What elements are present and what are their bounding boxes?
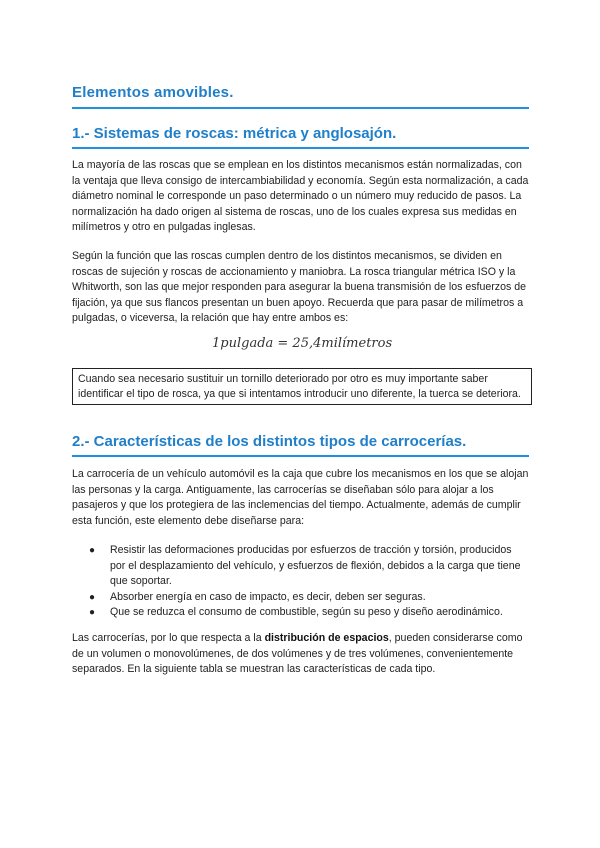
- section2-paragraph-1: La carrocería de un vehículo automóvil es la caja que cubre los mecanismos en los que se alojan las personas y la carga. Antiguamente, las carrocerías se diseñaban sólo para alojar a los pasajeros y que los protegiera de las inclemencias del tiempo. Actualmente, además de cumplir esta función, este elemento debe diseñarse para:: [72, 468, 529, 527]
- list-item: [72, 605, 529, 621]
- title-rule: [72, 107, 529, 109]
- paragraph-text-start: Las carrocerías, por lo que respecta a la: [72, 632, 265, 644]
- document-title: Elementos amovibles.: [72, 84, 234, 101]
- section2-heading: 2.- Características de los distintos tipos de carrocerías.: [72, 433, 467, 450]
- section2-paragraph-2: [72, 631, 529, 678]
- list-item: [72, 543, 529, 590]
- list-item-text: Resistir las deformaciones producidas por esfuerzos de tracción y torsión, producidos por el desplazamiento del vehículo, y esfuerzos de flexión, debidos a la carga que tiene que soportar.: [110, 544, 521, 588]
- requirements-list: [72, 543, 529, 621]
- section1-paragraph-2: Según la función que las roscas cumplen dentro de los distintos mecanismos, se dividen en roscas de sujeción y roscas de accionamiento y maniobra. La rosca triangular métrica ISO y la Whitworth, son las que mejor responden para asegurar la buena transmisión de los esfuerzos de fijación, ya que sus flancos presentan un buen apoyo. Recuerda que para pasar de milímetros a pulgadas, o viceversa, la relación que hay entre ambos es:: [72, 250, 527, 325]
- conversion-formula: 1pulgada = 25,4milímetros: [212, 336, 393, 351]
- list-item-text: Que se reduzca el consumo de combustible, según su peso y diseño aerodinámico.: [110, 606, 503, 619]
- section2-rule: [72, 455, 529, 457]
- section1-heading: 1.- Sistemas de roscas: métrica y anglosajón.: [72, 125, 397, 142]
- list-item: [72, 590, 529, 606]
- bullet-icon: ●: [89, 591, 96, 603]
- section1-paragraph-1: La mayoría de las roscas que se emplean en los distintos mecanismos están normalizadas, con la ventaja que lleva consigo de intercambiabilidad y economía. Según esta normalización, a cada diámetro nominal le corresponde un paso determinado o un número muy reducido de pasos. La normalización ha dado origen al sistema de roscas, uno de los cuales expresa sus medidas en milímetros y otro en pulgadas inglesas.: [72, 159, 529, 234]
- bullet-icon: ●: [89, 607, 96, 619]
- note-box: Cuando sea necesario sustituir un tornillo deteriorado por otro es muy importante saber identificar el tipo de rosca, ya que si intentamos introducir uno diferente, la tuerca se deteriora.: [72, 368, 532, 405]
- emphasis-distribution: distribución de espacios: [264, 632, 389, 644]
- section1-rule: [72, 147, 529, 149]
- paragraph-text-end: , pueden considerarse como de un volumen o monovolúmenes, de dos volúmenes y de tres volúmenes, convenientemente separados. En la siguiente tabla se muestran las características de cada tipo.: [72, 632, 523, 676]
- bullet-icon: ●: [89, 545, 96, 556]
- list-item-text: Absorber energía en caso de impacto, es decir, deben ser seguras.: [110, 590, 426, 603]
